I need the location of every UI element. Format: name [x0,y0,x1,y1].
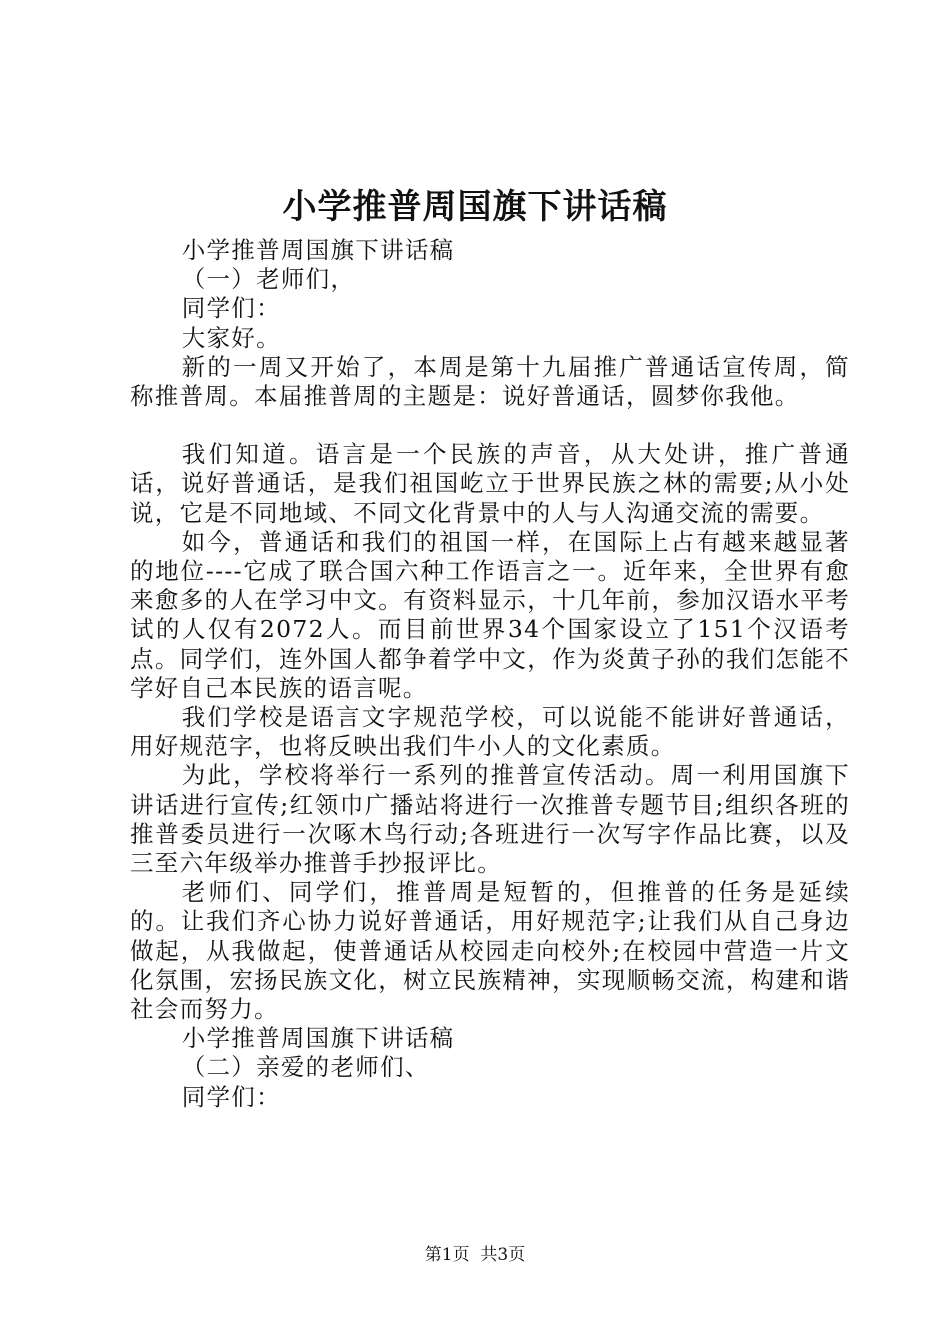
paragraph-subtitle-1: 小学推普周国旗下讲话稿 [181,236,455,264]
paragraph-activities: 为此，学校将举行一系列的推普宣传活动。周一利用国旗下讲话进行宣传;红领巾广播站将进行一次推普专题节目;组织各班的推普委员进行一次啄木鸟行动;各班进行一次写字作品比赛，以及三至六年级举办推普手抄报评比。 [130,761,850,878]
paragraph-international: 如今，普通话和我们的祖国一样，在国际上占有越来越显著的地位----它成了联合国六种工作语言之一。近年来，全世界有愈来愈多的人在学习中文。有资料显示，十几年前，参加汉语水平考试的人仅有2072人。而目前世界34个国家设立了151个汉语考点。同学们，连外国人都争着学中文，作为炎黄子孙的我们怎能不学好自己本民族的语言呢。 [130,527,850,702]
paragraph-language: 我们知道。语言是一个民族的声音，从大处讲，推广普通话，说好普通话，是我们祖国屹立于世界民族之林的需要;从小处说，它是不同地域、不同文化背景中的人与人沟通交流的需要。 [130,440,850,527]
paragraph-greeting-teachers: （一）老师们， [181,265,356,294]
document-title: 小学推普周国旗下讲话稿 [282,187,668,227]
paragraph-greeting-students: 同学们： [181,294,281,323]
page-total: 共3页 [480,1245,526,1265]
paragraph-greeting-students-2: 同学们： [181,1082,281,1111]
paragraph-conclusion: 老师们、同学们，推普周是短暂的，但推普的任务是延续的。让我们齐心协力说好普通话，用好规范字;让我们从自己身边做起，从我做起，使普通话从校园走向校外;在校园中营造一片文化氛围，宏扬民族文化，树立民族精神，实现顺畅交流，构建和谐社会而努力。 [130,878,850,1024]
paragraph-hello: 大家好。 [181,323,281,352]
page-footer [0,1243,950,1267]
page-number: 第1页 [424,1245,470,1265]
paragraph-intro: 新的一周又开始了，本周是第十九届推广普通话宣传周，简称推普周。本届推普周的主题是：说好普通话，圆梦你我他。 [130,352,850,411]
paragraph-school: 我们学校是语言文字规范学校，可以说能不能讲好普通话，用好规范字，也将反映出我们牛小人的文化素质。 [130,703,850,761]
document-body [130,236,850,1112]
paragraph-greeting-dear-teachers: （二）亲爱的老师们、 [181,1053,430,1082]
paragraph-subtitle-2: 小学推普周国旗下讲话稿 [181,1024,455,1053]
